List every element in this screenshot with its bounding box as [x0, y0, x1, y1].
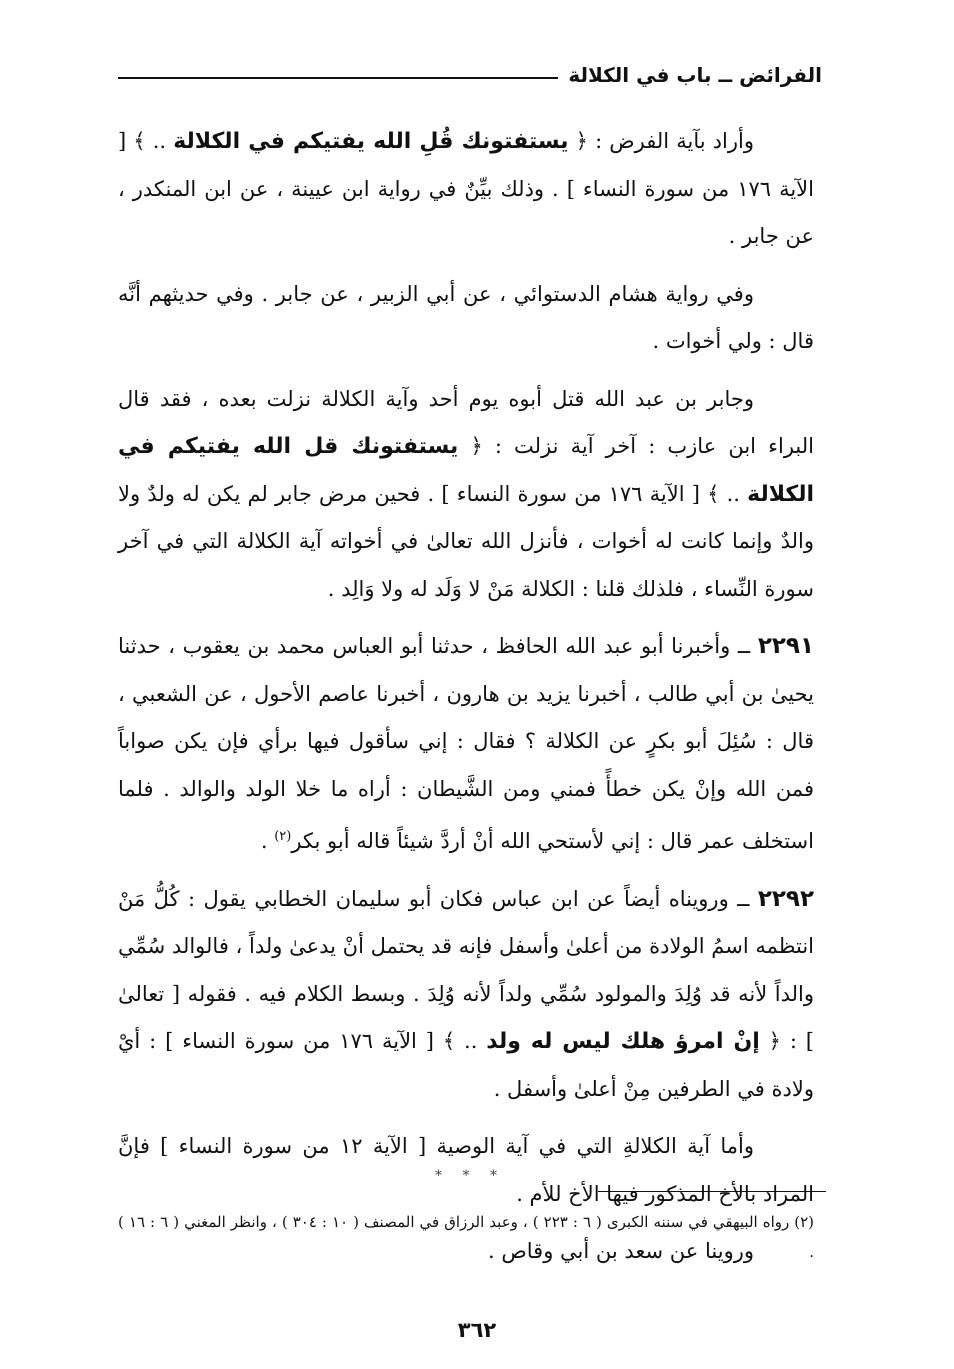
- footnote-ref[interactable]: (٢): [274, 829, 292, 844]
- quran-verse: يستفتونك قُلِ الله يفتيكم في الكلالة: [173, 129, 569, 154]
- footnote-text: (٢) رواه البيهقي في سننه الكبرى ( ٦ : ٢٢٣ ) ، وعبد الرزاق في المصنف ( ١٠ : ٣٠٤ ) ، وانظر المغني ( ٦ : ١٦ ) .: [118, 1213, 815, 1261]
- running-header: [118, 58, 822, 92]
- header-rule: [118, 77, 558, 79]
- section-separator: * * *: [435, 1168, 505, 1184]
- paragraph-text: وفي رواية هشام الدستوائي ، عن أبي الزبير ، عن جابر . وفي حديثهم أنَّه قال : ولي أخوات .: [118, 281, 814, 353]
- main-text: [118, 118, 814, 1286]
- page-number: ٣٦٢: [457, 1318, 497, 1342]
- paragraph-2: [118, 271, 814, 366]
- paragraph-text: وأراد بآية الفرض : ﴿: [568, 129, 754, 153]
- paragraph-text: .. ﴾ [ الآية ١٧٦ من سورة النساء ] . وذلك بيِّنٌ في رواية ابن عيينة ، عن ابن المنكدر ، عن جابر .: [118, 129, 814, 248]
- paragraph-1: [118, 118, 814, 261]
- paragraph-text: وجابر بن عبد الله قتل أبوه يوم أحد وآية الكلالة نزلت بعده ، فقد قال البراء ابن عازب : آخر آية نزلت : ﴿: [118, 386, 814, 458]
- paragraph-text: .. ﴾ [ الآية ١٧٦ من سورة النساء ] : أيْ ولادة في الطرفين مِنْ أعلىٰ وأسفل .: [118, 1029, 814, 1101]
- running-header-title: الفرائض ــ باب في الكلالة: [568, 63, 822, 87]
- quran-verse: إنْ امرؤ هلك ليس له ولد: [486, 1029, 760, 1054]
- hadith-2291: [118, 623, 814, 866]
- paragraph-text: .: [260, 829, 275, 853]
- hadith-number: ٢٢٩١: [757, 633, 814, 659]
- paragraph-text: وروينا عن سعد بن أبي وقاص .: [488, 1239, 754, 1263]
- paragraph-text: وأما آية الكلالةِ التي في آية الوصية [ الآية ١٢ من سورة النساء ] فإنَّ المراد بالأخ المذكور فيها الأخ للأم .: [118, 1134, 814, 1206]
- paragraph-text: .. ﴾ [ الآية ١٧٦ من سورة النساء ] . فحين مرض جابر لم يكن له ولدٌ ولا والدٌ وإنما كانت له أخوات ، فأنزل الله تعالىٰ في أخواته آية الكلالة التي في آخر سورة النِّساء ، فلذلك قلنا : الكلالة مَنْ لا وَلَد له ولا وَالِد .: [118, 481, 814, 601]
- paragraph-text: ــ ورويناه أيضاً عن ابن عباس فكان أبو سليمان الخطابي يقول : كُلُّ مَنْ انتظمه اسمُ الولادة من أعلىٰ وأسفل فإنه قد يحتمل أنْ يدعىٰ ولداً ، فالوالد سُمِّي والداً لأنه قد وُلِدَ والمولود سُمِّي ولداً لأنه وُلِدَ . وبسط الكلام فيه . فقوله [ تعالىٰ ] : ﴿: [118, 886, 814, 1053]
- footnote: [118, 1207, 814, 1267]
- hadith-2292: [118, 876, 814, 1114]
- quran-verse: يستفتونك قل الله يفتيكم في الكلالة: [118, 434, 815, 507]
- paragraph-3: [118, 376, 814, 614]
- hadith-number: ٢٢٩٢: [757, 885, 814, 912]
- paragraph-text: ــ وأخبرنا أبو عبد الله الحافظ ، حدثنا أبو العباس محمد بن يعقوب ، حدثنا يحيىٰ بن أبي طالب ، أخبرنا يزيد بن هارون ، أخبرنا عاصم الأحول ، عن الشعبي ، قال : سُئِلَ أبو بكرٍ عن الكلالة ؟ فقال : إني سأقول فيها برأي فإن يكن صواباً فمن الله وإنْ يكن خطأً فمني ومن الشَّيطان : أراه ما خلا الولد والوالد . فلما استخلف عمر قال : إني لأستحي الله أنْ أردَّ شيئاً قاله أبو بكر: [118, 634, 814, 853]
- footnote-rule: [598, 1191, 826, 1192]
